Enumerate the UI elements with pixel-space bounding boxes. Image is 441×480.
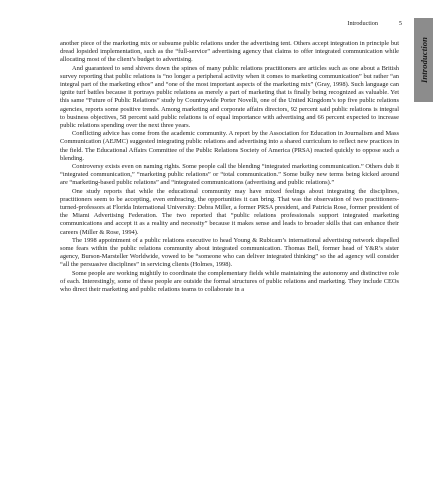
paragraph: One study reports that while the educational community may have mixed feelings about integrating the disciplines, practitioners seem to be accepting, even embracing, the opportunities it can bring. That was the observation of two practitioners-turned-professors at Florida International University: Debra Miller, a former PRSA president, and Patricia Rose, former president of the Miami Advertising Federation. The two reported that “public relations professionals support integrated marketing communications and accept it as a reality and necessity” because it makes sense and leads to broader skills that can enhance their careers (Miller & Rose, 1994).	[60, 187, 399, 236]
page-number: 5	[398, 20, 402, 27]
paragraph: And guaranteed to send shivers down the spines of many public relations practitioners are articles such as one about a British survey reporting that public relations is “no longer a peripheral activity when it comes to marketing communication” but rather “an integral part of the marketing ethos” and “one of the most important aspects of the marketing mix” (Gray, 1998). Such language can ignite turf battles because it portrays public relations as merely a part of marketing that is finally being recognized as valuable. Yet this same “Future of Public Relations” study by Countrywide Porter Novelli, one of the United Kingdom’s top five public relations agencies, reports some positive trends. Among marketing and corporate affairs directors, 92 percent said public relations is integral to business objectives, 58 percent said public relations is of equal importance with advertising and 66 percent expected to increase public relations spending over the next three years.	[60, 64, 399, 130]
paragraph: Controversy exists even on naming rights. Some people call the blending “integrated marketing communication.” Others dub it “integrated communication,” “marketing public relations” or “total communication.” Some bulky new terms being kicked around are “marketing-based public relations” and “integrated communications (advertising and public relations).”	[60, 163, 399, 187]
body-text	[60, 40, 399, 294]
paragraph: another piece of the marketing mix or subsume public relations under the advertising tent. Others accept integration in principle but dread lopsided implementation, such as the “full-service” advertising agency that claims to offer integrated communication while allocating most of the client’s budget to advertising.	[60, 40, 399, 64]
paragraph: Conflicting advice has come from the academic community. A report by the Association for Education in Journalism and Mass Communication (AEJMC) suggested integrating public relations and advertising into a shared curriculum to reflect new practices in the field. The Educational Affairs Committee of the Public Relations Society of America (PRSA) reacted quickly to oppose such a blending.	[60, 130, 399, 162]
chapter-side-tab	[414, 18, 433, 102]
running-head	[60, 19, 402, 29]
paragraph: Some people are working mightily to coordinate the complementary fields while maintaining the autonomy and distinctive role of each. Interestingly, some of these people are outside the formal structures of public relations and marketing. They include CEOs who direct their marketing and public relations teams to collaborate in a	[60, 269, 399, 294]
paragraph: The 1998 appointment of a public relations executive to head Young & Rubicam’s international advertising network dispelled some fears within the public relations community about integrated communication. Thomas Bell, former head of Y&R’s sister agency, Burson-Marsteller Worldwide, vowed to be “someone who can deliver integrated thinking” so the ad agency will consider “all the persuasive disciplines” in servicing clients (Holmes, 1998).	[60, 236, 399, 269]
chapter-side-tab-label: Introduction	[418, 36, 429, 84]
running-head-title: Introduction	[347, 20, 378, 27]
